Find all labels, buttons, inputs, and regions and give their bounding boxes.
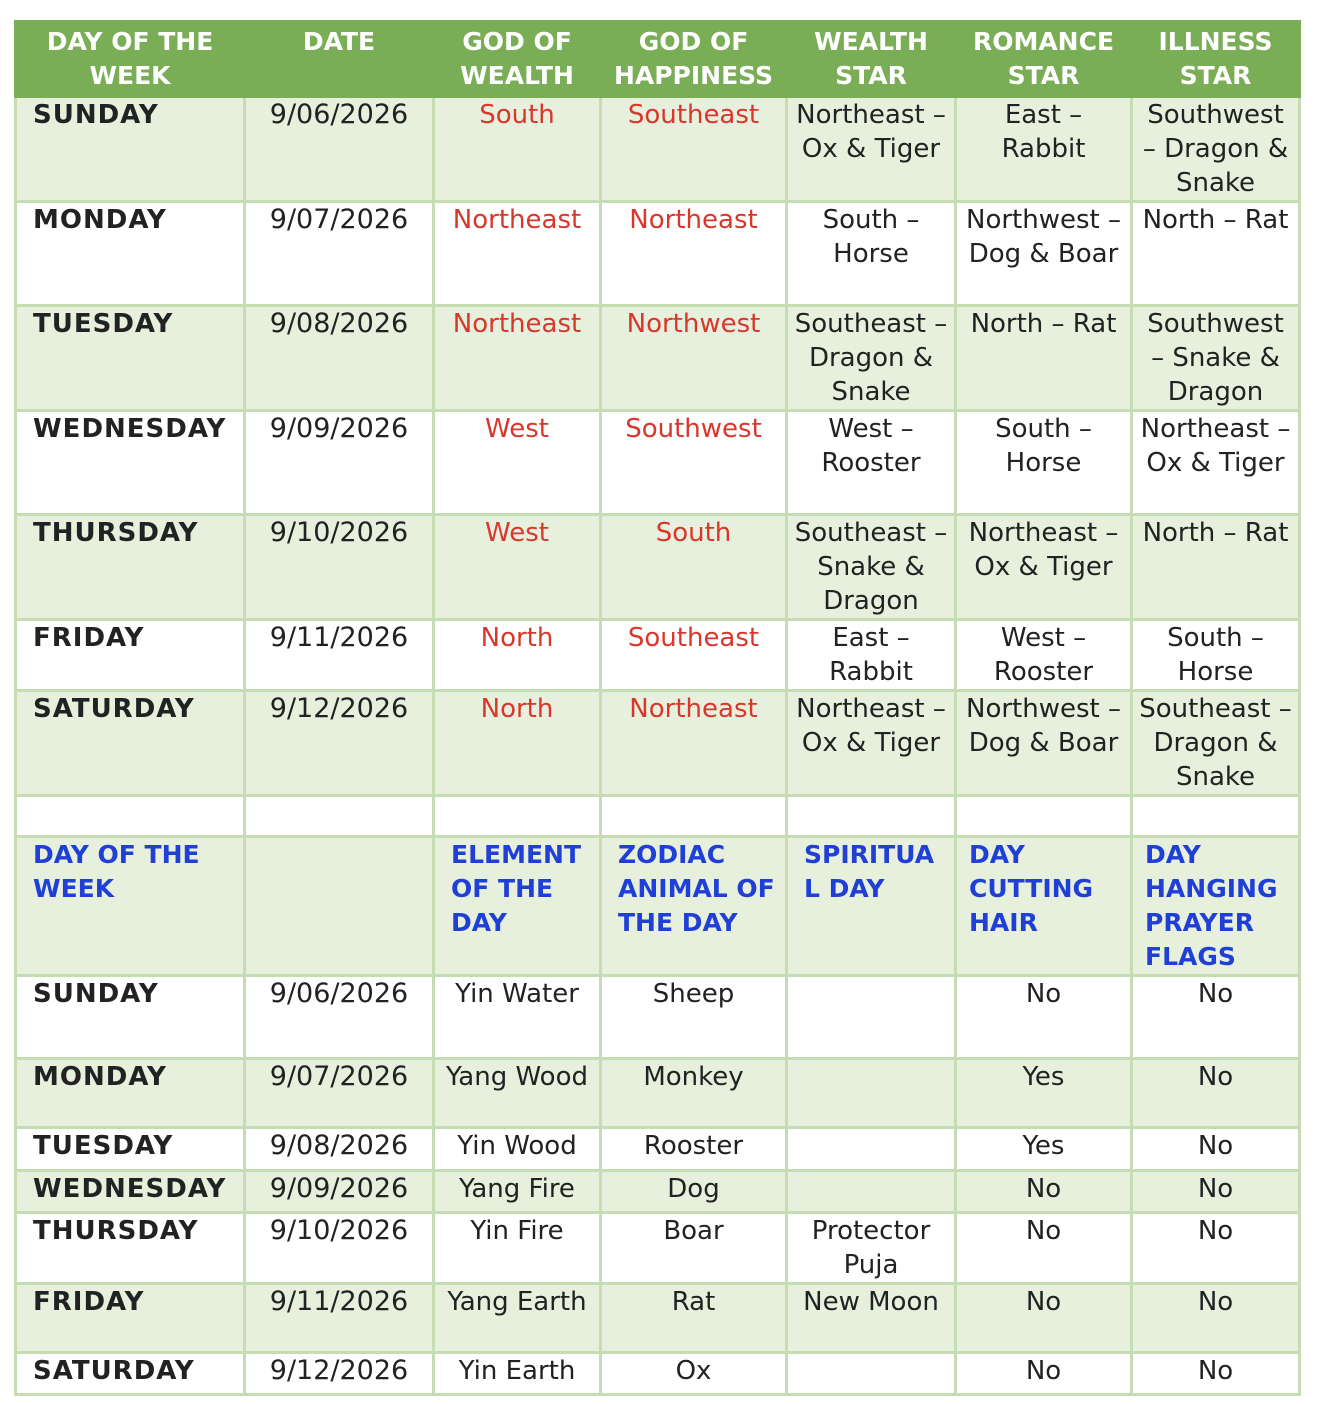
day-cell: TUESDAY [16, 306, 245, 411]
romance-star-cell: East – Rabbit [956, 97, 1132, 202]
god-of-wealth-cell: South [434, 97, 601, 202]
wealth-star-cell: Southeast – Snake & Dragon [787, 515, 956, 620]
day-cell: THURSDAY [16, 1213, 245, 1284]
romance-star-cell: West – Rooster [956, 620, 1132, 691]
table-row [16, 411, 1300, 515]
table-row [16, 515, 1300, 620]
table-row [16, 620, 1300, 691]
wealth-star-cell: Northeast – Ox & Tiger [787, 97, 956, 202]
header-god-of-wealth: GOD OF WEALTH [434, 22, 601, 97]
element-cell: Yang Fire [434, 1171, 601, 1213]
cutting-hair-cell: Yes [956, 1059, 1132, 1128]
spacer-row [16, 796, 1300, 837]
god-of-wealth-cell: Northeast [434, 202, 601, 306]
cutting-hair-cell: Yes [956, 1128, 1132, 1171]
god-of-wealth-cell: North [434, 691, 601, 796]
date-cell: 9/10/2026 [245, 1213, 434, 1284]
zodiac-cell: Ox [601, 1353, 787, 1395]
cutting-hair-cell: No [956, 976, 1132, 1059]
prayer-flags-cell: No [1132, 1171, 1300, 1213]
subheader-prayer-flags: DAY HANGING PRAYER FLAGS [1132, 837, 1300, 976]
zodiac-cell: Rooster [601, 1128, 787, 1171]
prayer-flags-cell: No [1132, 1284, 1300, 1353]
day-cell: FRIDAY [16, 620, 245, 691]
prayer-flags-cell: No [1132, 1128, 1300, 1171]
empty-cell [787, 796, 956, 837]
wealth-star-cell: South – Horse [787, 202, 956, 306]
date-cell: 9/09/2026 [245, 1171, 434, 1213]
god-of-wealth-cell: West [434, 515, 601, 620]
cutting-hair-cell: No [956, 1284, 1132, 1353]
subheader-element: ELEMENT OF THE DAY [434, 837, 601, 976]
date-cell: 9/07/2026 [245, 1059, 434, 1128]
zodiac-cell: Dog [601, 1171, 787, 1213]
header-row [16, 22, 1300, 97]
zodiac-cell: Monkey [601, 1059, 787, 1128]
god-of-wealth-cell: North [434, 620, 601, 691]
prayer-flags-cell: No [1132, 1059, 1300, 1128]
romance-star-cell: North – Rat [956, 306, 1132, 411]
god-of-happiness-cell: South [601, 515, 787, 620]
subheader-empty [245, 837, 434, 976]
subheader-day-of-week: DAY OF THE WEEK [16, 837, 245, 976]
prayer-flags-cell: No [1132, 976, 1300, 1059]
romance-star-cell: Northwest – Dog & Boar [956, 202, 1132, 306]
table-row [16, 1128, 1300, 1171]
table-row [16, 691, 1300, 796]
god-of-happiness-cell: Northeast [601, 202, 787, 306]
illness-star-cell: Southeast – Dragon & Snake [1132, 691, 1300, 796]
feng-shui-calendar-table [14, 20, 1301, 1396]
wealth-star-cell: East – Rabbit [787, 620, 956, 691]
zodiac-cell: Rat [601, 1284, 787, 1353]
god-of-happiness-cell: Northwest [601, 306, 787, 411]
element-cell: Yin Wood [434, 1128, 601, 1171]
header-god-of-happiness: GOD OF HAPPINESS [601, 22, 787, 97]
subheader-zodiac: ZODIAC ANIMAL OF THE DAY [601, 837, 787, 976]
date-cell: 9/07/2026 [245, 202, 434, 306]
date-cell: 9/08/2026 [245, 306, 434, 411]
god-of-happiness-cell: Southeast [601, 620, 787, 691]
romance-star-cell: Northeast – Ox & Tiger [956, 515, 1132, 620]
header-romance-star: ROMANCE STAR [956, 22, 1132, 97]
day-cell: FRIDAY [16, 1284, 245, 1353]
date-cell: 9/06/2026 [245, 97, 434, 202]
day-cell: WEDNESDAY [16, 411, 245, 515]
romance-star-cell: South – Horse [956, 411, 1132, 515]
cutting-hair-cell: No [956, 1213, 1132, 1284]
spiritual-day-cell [787, 1171, 956, 1213]
subheader-cutting-hair: DAY CUTTING HAIR [956, 837, 1132, 976]
cutting-hair-cell: No [956, 1171, 1132, 1213]
empty-cell [1132, 796, 1300, 837]
romance-star-cell: Northwest – Dog & Boar [956, 691, 1132, 796]
day-cell: SATURDAY [16, 1353, 245, 1395]
wealth-star-cell: Northeast – Ox & Tiger [787, 691, 956, 796]
subheader-spiritual-day: SPIRITUAL DAY [787, 837, 956, 976]
element-cell: Yin Fire [434, 1213, 601, 1284]
date-cell: 9/12/2026 [245, 691, 434, 796]
cutting-hair-cell: No [956, 1353, 1132, 1395]
wealth-star-cell: Southeast – Dragon & Snake [787, 306, 956, 411]
date-cell: 9/06/2026 [245, 976, 434, 1059]
element-cell: Yang Wood [434, 1059, 601, 1128]
prayer-flags-cell: No [1132, 1213, 1300, 1284]
table-row [16, 97, 1300, 202]
header-date: DATE [245, 22, 434, 97]
illness-star-cell: North – Rat [1132, 202, 1300, 306]
date-cell: 9/11/2026 [245, 1284, 434, 1353]
illness-star-cell: South – Horse [1132, 620, 1300, 691]
table-row [16, 1213, 1300, 1284]
table-row [16, 1059, 1300, 1128]
spiritual-day-cell: New Moon [787, 1284, 956, 1353]
empty-cell [601, 796, 787, 837]
date-cell: 9/10/2026 [245, 515, 434, 620]
date-cell: 9/12/2026 [245, 1353, 434, 1395]
element-cell: Yin Earth [434, 1353, 601, 1395]
day-cell: SUNDAY [16, 976, 245, 1059]
illness-star-cell: Southwest – Dragon & Snake [1132, 97, 1300, 202]
header-wealth-star: WEALTH STAR [787, 22, 956, 97]
empty-cell [245, 796, 434, 837]
day-cell: SUNDAY [16, 97, 245, 202]
day-cell: MONDAY [16, 1059, 245, 1128]
wealth-star-cell: West – Rooster [787, 411, 956, 515]
table-row [16, 976, 1300, 1059]
spiritual-day-cell: Protector Puja [787, 1213, 956, 1284]
empty-cell [16, 796, 245, 837]
illness-star-cell: Northeast – Ox & Tiger [1132, 411, 1300, 515]
table-row [16, 1171, 1300, 1213]
god-of-happiness-cell: Northeast [601, 691, 787, 796]
prayer-flags-cell: No [1132, 1353, 1300, 1395]
illness-star-cell: North – Rat [1132, 515, 1300, 620]
element-cell: Yang Earth [434, 1284, 601, 1353]
zodiac-cell: Sheep [601, 976, 787, 1059]
table-row [16, 202, 1300, 306]
table-row [16, 1353, 1300, 1395]
god-of-wealth-cell: West [434, 411, 601, 515]
day-cell: WEDNESDAY [16, 1171, 245, 1213]
empty-cell [956, 796, 1132, 837]
element-cell: Yin Water [434, 976, 601, 1059]
header-illness-star: ILLNESS STAR [1132, 22, 1300, 97]
day-cell: TUESDAY [16, 1128, 245, 1171]
god-of-wealth-cell: Northeast [434, 306, 601, 411]
day-cell: MONDAY [16, 202, 245, 306]
empty-cell [434, 796, 601, 837]
date-cell: 9/11/2026 [245, 620, 434, 691]
spiritual-day-cell [787, 1353, 956, 1395]
date-cell: 9/08/2026 [245, 1128, 434, 1171]
header-day-of-week: DAY OF THE WEEK [16, 22, 245, 97]
day-cell: SATURDAY [16, 691, 245, 796]
spiritual-day-cell [787, 1059, 956, 1128]
table-row [16, 306, 1300, 411]
spiritual-day-cell [787, 976, 956, 1059]
illness-star-cell: Southwest – Snake & Dragon [1132, 306, 1300, 411]
subheader-row [16, 837, 1300, 976]
zodiac-cell: Boar [601, 1213, 787, 1284]
god-of-happiness-cell: Southwest [601, 411, 787, 515]
day-cell: THURSDAY [16, 515, 245, 620]
spiritual-day-cell [787, 1128, 956, 1171]
table-row [16, 1284, 1300, 1353]
date-cell: 9/09/2026 [245, 411, 434, 515]
god-of-happiness-cell: Southeast [601, 97, 787, 202]
